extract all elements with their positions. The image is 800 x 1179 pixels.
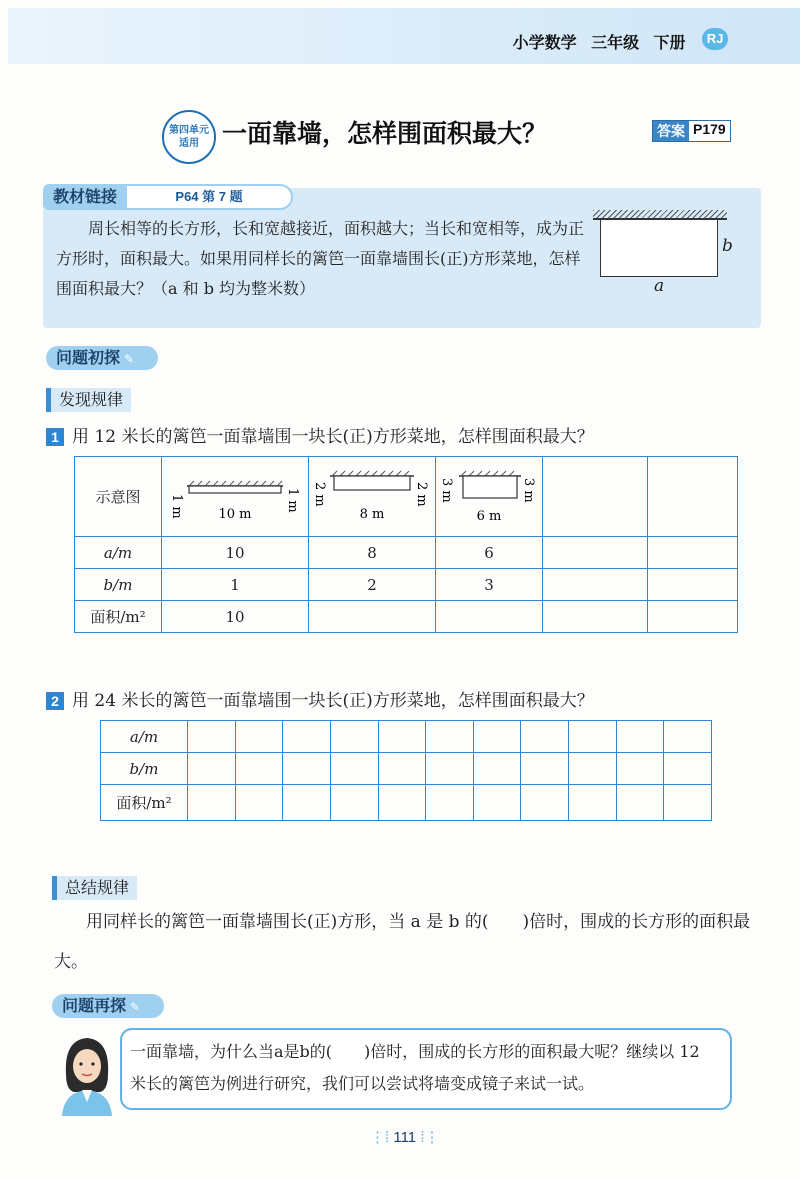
t2-a-cell[interactable] (426, 721, 474, 753)
row-b-label: b/m (75, 569, 162, 601)
question-2 (46, 690, 594, 712)
table-12m (74, 456, 738, 633)
textbook-link-text: 周长相等的长方形，长和宽越接近，面积越大；当长和宽相等，成为正方形时，面积最大。如果用同样长的篱笆一面靠墙围长(正)方形菜地，怎样围面积最大？（a 和 b 均为整米数） (56, 219, 585, 298)
header-text (513, 30, 730, 53)
question-1 (46, 426, 594, 448)
answer-ref[interactable] (652, 120, 731, 142)
textbook-link-tag (43, 184, 293, 210)
table-24m (100, 720, 712, 821)
diagram-2-bottom: 8 m (359, 506, 385, 522)
section-reexplore-label: 问题再探 (62, 996, 127, 1015)
t2-b-cell[interactable] (521, 753, 569, 785)
t2-a-cell[interactable] (283, 721, 331, 753)
speech-text: 一面靠墙，为什么当a是b的( )倍时，围成的长方形的面积最大呢？继续以 12 米长的篱笆为例进行研究，我们可以尝试将墙变成镜子来试一试。 (130, 1042, 700, 1093)
diagram-3-side-right: 3 m (521, 477, 536, 503)
t2-row-b-label: b/m (101, 753, 188, 785)
t2-a-cell[interactable] (330, 721, 378, 753)
section-explore (46, 346, 158, 370)
diagram-cell-4[interactable] (543, 457, 648, 537)
t2-area-cell[interactable] (188, 785, 236, 821)
diagram-1-bottom: 10 m (218, 506, 252, 522)
seal-line1: 第四单元 (169, 125, 209, 136)
label-b: b (722, 236, 733, 256)
page-deco-right-icon: ⁞⋮ (420, 1129, 440, 1146)
t2-b-cell[interactable] (473, 753, 521, 785)
t2-b-cell[interactable] (283, 753, 331, 785)
answer-label: 答案 (653, 121, 689, 141)
cell-head: 示意图 (75, 457, 162, 537)
header-grade: 三年级 (591, 35, 640, 52)
area-value-2[interactable] (309, 601, 436, 633)
fence-rectangle (600, 220, 718, 277)
area-value-1: 10 (162, 601, 309, 633)
diagram-2-side-right: 2 m (414, 481, 429, 507)
t2-b-cell[interactable] (378, 753, 426, 785)
t2-a-cell[interactable] (664, 721, 712, 753)
t2-area-cell[interactable] (616, 785, 664, 821)
diagram-1-side-left: 1 m (169, 493, 184, 519)
diagram-cell-2 (309, 457, 436, 537)
diagram-1-side-right: 1 m (285, 487, 300, 513)
t2-a-cell[interactable] (235, 721, 283, 753)
page-number-text: 111 (393, 1129, 417, 1146)
t2-a-cell[interactable] (521, 721, 569, 753)
area-value-3[interactable] (436, 601, 543, 633)
question-2-text: 用 24 米长的篱笆一面靠墙围一块长(正)方形菜地，怎样围面积最大？ (72, 691, 594, 711)
t2-a-cell[interactable] (378, 721, 426, 753)
a-value-3: 6 (436, 537, 543, 569)
diagram-2-side-left: 2 m (312, 481, 327, 507)
section-explore-label: 问题初探 (56, 348, 121, 367)
question-1-text: 用 12 米长的篱笆一面靠墙围一块长(正)方形菜地，怎样围面积最大？ (72, 427, 594, 447)
area-value-4[interactable] (543, 601, 648, 633)
b-value-5[interactable] (648, 569, 738, 601)
a-value-5[interactable] (648, 537, 738, 569)
teacher-avatar (56, 1030, 118, 1116)
t2-area-cell[interactable] (569, 785, 617, 821)
t2-area-cell[interactable] (521, 785, 569, 821)
a-value-1: 10 (162, 537, 309, 569)
diagram-1 (165, 460, 305, 530)
t2-area-cell[interactable] (473, 785, 521, 821)
wall-hatch (593, 210, 727, 220)
conclusion-text: 用同样长的篱笆一面靠墙围长(正)方形，当 a 是 b 的( )倍时，围成的长方形的面积最大。 (54, 912, 751, 972)
a-value-2: 8 (309, 537, 436, 569)
b-value-1: 1 (162, 569, 309, 601)
header-subject: 小学数学 (512, 35, 577, 52)
diagram-3-side-left: 3 m (439, 477, 454, 503)
b-value-3: 3 (436, 569, 543, 601)
textbook-link-ref: P64 第 7 题 (125, 184, 293, 210)
question-1-number: 1 (46, 428, 64, 446)
t2-a-cell[interactable] (616, 721, 664, 753)
page-title: 一面靠墙，怎样围面积最大？ (222, 119, 548, 148)
t2-area-cell[interactable] (378, 785, 426, 821)
pencil-icon: ✎ (130, 1000, 141, 1014)
t2-b-cell[interactable] (235, 753, 283, 785)
t2-b-cell[interactable] (664, 753, 712, 785)
t2-area-cell[interactable] (283, 785, 331, 821)
t2-area-cell[interactable] (330, 785, 378, 821)
page-number (370, 1128, 440, 1146)
t2-b-cell[interactable] (188, 753, 236, 785)
t2-b-cell[interactable] (330, 753, 378, 785)
question-2-number: 2 (46, 692, 64, 710)
t2-b-cell[interactable] (426, 753, 474, 785)
t2-a-cell[interactable] (188, 721, 236, 753)
pencil-icon: ✎ (124, 352, 135, 366)
t2-area-cell[interactable] (426, 785, 474, 821)
section-reexplore (52, 994, 164, 1018)
section-summary: 总结规律 (52, 876, 137, 900)
row-a-label: a/m (75, 537, 162, 569)
area-value-5[interactable] (648, 601, 738, 633)
t2-row-a-label: a/m (101, 721, 188, 753)
header-term: 下册 (653, 35, 686, 52)
t2-area-cell[interactable] (235, 785, 283, 821)
diagram-3 (439, 460, 539, 530)
diagram-cell-3 (436, 457, 543, 537)
row-area-label: 面积/m² (75, 601, 162, 633)
b-value-2: 2 (309, 569, 436, 601)
t2-row-area-label: 面积/m² (101, 785, 188, 821)
label-a: a (654, 276, 665, 296)
t2-a-cell[interactable] (569, 721, 617, 753)
b-value-4[interactable] (543, 569, 648, 601)
unit-seal (162, 110, 216, 164)
diagram-cell-5[interactable] (648, 457, 738, 537)
t2-b-cell[interactable] (569, 753, 617, 785)
t2-a-cell[interactable] (473, 721, 521, 753)
diagram-3-bottom: 6 m (476, 508, 502, 524)
edition-badge: RJ (702, 28, 728, 50)
textbook-link-label: 教材链接 (43, 184, 127, 210)
t2-b-cell[interactable] (616, 753, 664, 785)
seal-line2: 适用 (179, 138, 199, 149)
answer-page: P179 (689, 121, 730, 141)
t2-area-cell[interactable] (664, 785, 712, 821)
diagram-cell-1 (162, 457, 309, 537)
a-value-4[interactable] (543, 537, 648, 569)
section-discover: 发现规律 (46, 388, 131, 412)
diagram-2 (312, 460, 432, 530)
page-deco-left-icon: ⋮⁞ (370, 1129, 390, 1146)
